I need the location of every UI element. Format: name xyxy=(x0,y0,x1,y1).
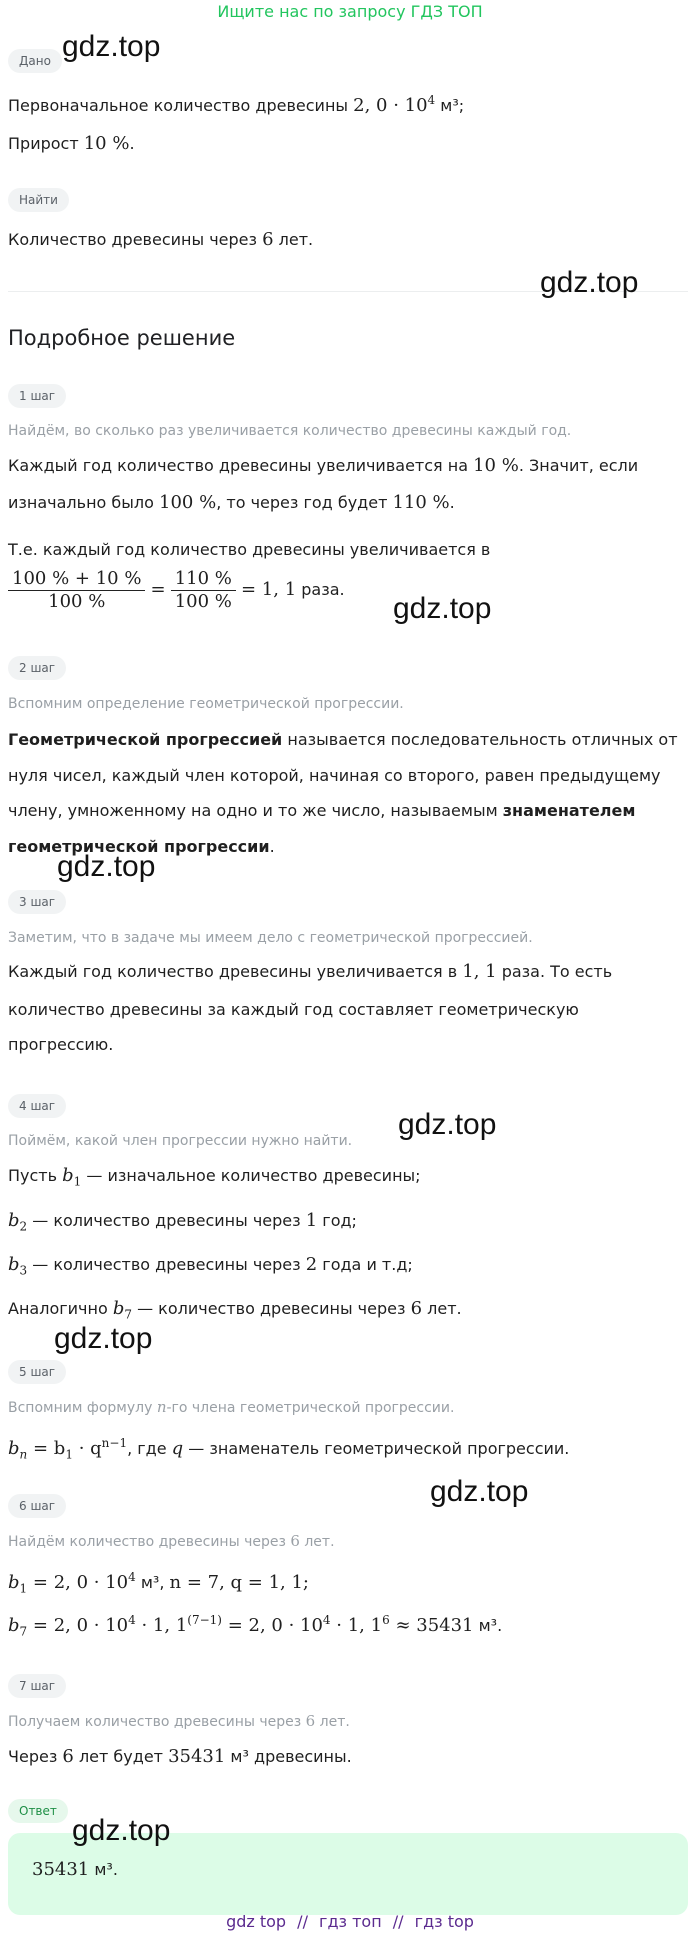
step-6-badge: 6 шаг xyxy=(8,1494,66,1518)
step-5-badge: 5 шаг xyxy=(8,1360,66,1384)
solution-title: Подробное решение xyxy=(8,326,236,350)
watermark: gdz.top xyxy=(57,850,156,883)
given-badge: Дано xyxy=(8,49,62,73)
step-3-line-3: прогрессию. xyxy=(8,1035,114,1054)
answer-value: 35431 м³. xyxy=(32,1859,118,1880)
watermark: gdz.top xyxy=(62,30,161,63)
given-math: 2, $0 \cdot 10^4$ xyxy=(353,93,436,116)
step-2-hint: Вспомним определение геометрической прогрессии. xyxy=(8,696,404,712)
answer-badge: Ответ xyxy=(8,1799,68,1823)
step-7-hint: Получаем количество древесины через 6 лет. xyxy=(8,1712,350,1730)
find-badge: Найти xyxy=(8,188,69,212)
step-4-line-1: Пусть $b_1$ — изначальное количество древесины; xyxy=(8,1165,421,1189)
step-1-fraction-line: $\frac{100 \% + 10 \%}{100 \%}$ = $\frac{110 \%}{100 \%}$ = 1, 1 раза. xyxy=(8,568,686,624)
footer-link-1[interactable]: gdz top xyxy=(226,1912,287,1931)
step-4-line-4: Аналогично $b_7$ — количество древесины через 6 лет. xyxy=(8,1298,462,1322)
step-7-badge: 7 шаг xyxy=(8,1674,66,1698)
step-3-line-1: Каждый год количество древесины увеличивается в 1, 1 раза. То есть xyxy=(8,961,613,982)
step-4-line-3: $b_3$ — количество древесины через 2 года и т.д; xyxy=(8,1254,413,1278)
footer-links xyxy=(0,1912,700,1931)
top-banner: Ищите нас по запросу ГДЗ ТОП xyxy=(217,2,483,21)
watermark: gdz.top xyxy=(430,1475,529,1508)
watermark: gdz.top xyxy=(54,1322,153,1355)
fraction-left: $\frac{100 \% + 10 \%}{100 \%}$ xyxy=(8,568,145,613)
step-3-line-2: количество древесины за каждый год составляет геометрическую xyxy=(8,1000,579,1019)
footer-separator: // xyxy=(392,1912,404,1931)
step-6-hint: Найдём количество древесины через 6 лет. xyxy=(8,1532,335,1550)
given-unit: м³; xyxy=(435,96,465,115)
footer-separator: // xyxy=(297,1912,308,1931)
step-1-line-3: Т.е. каждый год количество древесины увеличивается в xyxy=(8,540,491,559)
step-4-line-2: $b_2$ — количество древесины через 1 год; xyxy=(8,1210,357,1234)
step-6-line-1: $b_1 = 2$, $0 \cdot 10^4$ м³, n = 7, q = 1, 1; xyxy=(8,1570,309,1596)
step-2-line-3: члену, умноженному на одно и то же число, называемым знаменателем xyxy=(8,801,636,820)
watermark: gdz.top xyxy=(393,592,492,625)
step-1-hint: Найдём, во сколько раз увеличивается количество древесины каждый год. xyxy=(8,423,572,439)
step-1-line-1: Каждый год количество древесины увеличивается на 10 %. Значит, если xyxy=(8,455,639,476)
footer-link-2[interactable]: гдз топ xyxy=(319,1912,382,1931)
given-text: Первоначальное количество древесины xyxy=(8,96,354,115)
step-2-line-1: Геометрической прогрессией называется последовательность отличных от xyxy=(8,730,678,749)
step-5-formula: $b_n = b_1 \cdot q^{n-1}$, где q — знаменатель геометрической прогрессии. xyxy=(8,1436,570,1462)
step-3-hint: Заметим, что в задаче мы имеем дело с геометрической прогрессией. xyxy=(8,930,533,946)
given-line-1 xyxy=(8,89,686,117)
step-6-line-2: $b_7 = 2$, $0 \cdot 10^4 \cdot 1$, $1^{(7-1)} = 2$, $0 \cdot 10^4 \cdot 1$, $1^6 \approx 35431$ м³. xyxy=(8,1613,503,1639)
growth-percent: 10 % xyxy=(83,133,130,154)
step-3-badge: 3 шаг xyxy=(8,890,66,914)
watermark: gdz.top xyxy=(540,266,639,299)
step-2-line-2: нуля чисел, каждый член которой, начиная со второго, равен предыдущему xyxy=(8,766,661,785)
step-2-line-4: геометрической прогрессии. xyxy=(8,837,275,856)
step-4-badge: 4 шаг xyxy=(8,1094,66,1118)
watermark: gdz.top xyxy=(398,1108,497,1141)
given-line-2: Прирост 10 %. xyxy=(8,133,135,154)
watermark: gdz.top xyxy=(72,1814,171,1847)
find-line: Количество древесины через 6 лет. xyxy=(8,229,314,250)
footer-link-3[interactable]: гдз top xyxy=(414,1912,474,1931)
step-4-hint: Поймём, какой член прогрессии нужно найти. xyxy=(8,1133,353,1149)
step-7-line-1: Через 6 лет будет 35431 м³ древесины. xyxy=(8,1746,352,1767)
step-1-badge: 1 шаг xyxy=(8,384,66,408)
step-5-hint: Вспомним формулу n-го члена геометрической прогрессии. xyxy=(8,1398,455,1416)
step-1-line-2: изначально было 100 %, то через год будет 110 %. xyxy=(8,492,455,513)
fraction-right: $\frac{110 \%}{100 \%}$ xyxy=(171,568,236,613)
step-2-badge: 2 шаг xyxy=(8,656,66,680)
